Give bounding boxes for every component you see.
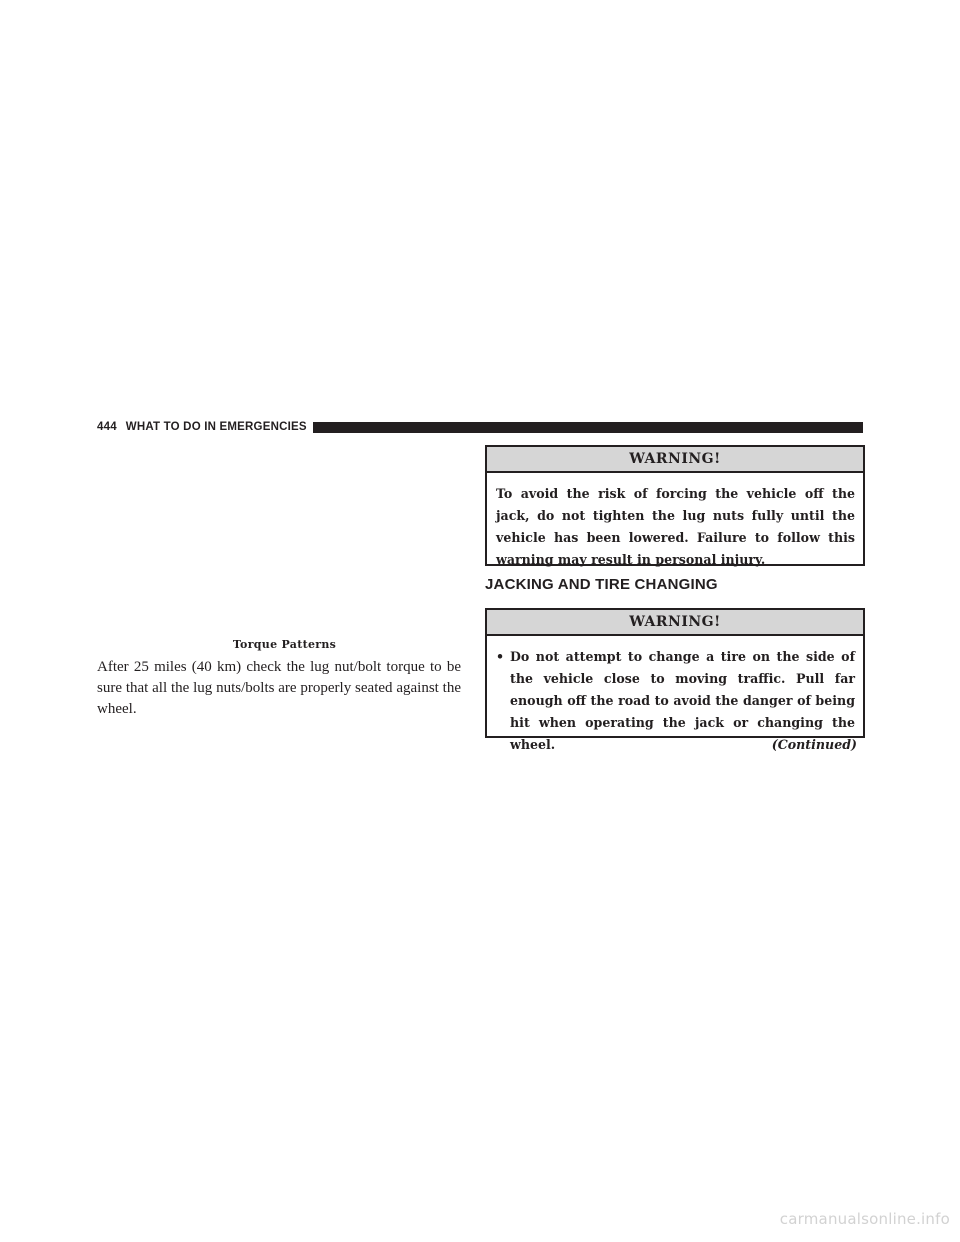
bullet-icon: • bbox=[496, 649, 505, 664]
watermark: carmanualsonline.info bbox=[779, 1210, 950, 1228]
section-title: WHAT TO DO IN EMERGENCIES bbox=[125, 421, 307, 433]
warning-bullet-text: Do not attempt to change a tire on the side of the vehicle close to moving traffic. Pull far enough off the road to avoid the danger of being hit when operating the jack or changing the wheel. bbox=[510, 649, 855, 752]
continued-label: (Continued) bbox=[771, 737, 857, 752]
section-heading: JACKING AND TIRE CHANGING bbox=[485, 576, 718, 593]
warning-text: To avoid the risk of forcing the vehicle off the jack, do not tighten the lug nuts fully until the vehicle has been lowered. Failure to follow this warning may result in personal injury. bbox=[496, 486, 855, 567]
warning-title: WARNING! bbox=[487, 610, 863, 636]
page-number: 444 bbox=[97, 421, 117, 433]
header-rule bbox=[313, 422, 863, 433]
warning-title: WARNING! bbox=[487, 447, 863, 473]
figure-caption: Torque Patterns bbox=[232, 638, 337, 651]
page-header bbox=[97, 419, 863, 435]
warning-box bbox=[485, 445, 865, 566]
body-paragraph: After 25 miles (40 km) check the lug nut/bolt torque to be sure that all the lug nuts/bolts are properly seated against the wheel. bbox=[97, 659, 461, 717]
